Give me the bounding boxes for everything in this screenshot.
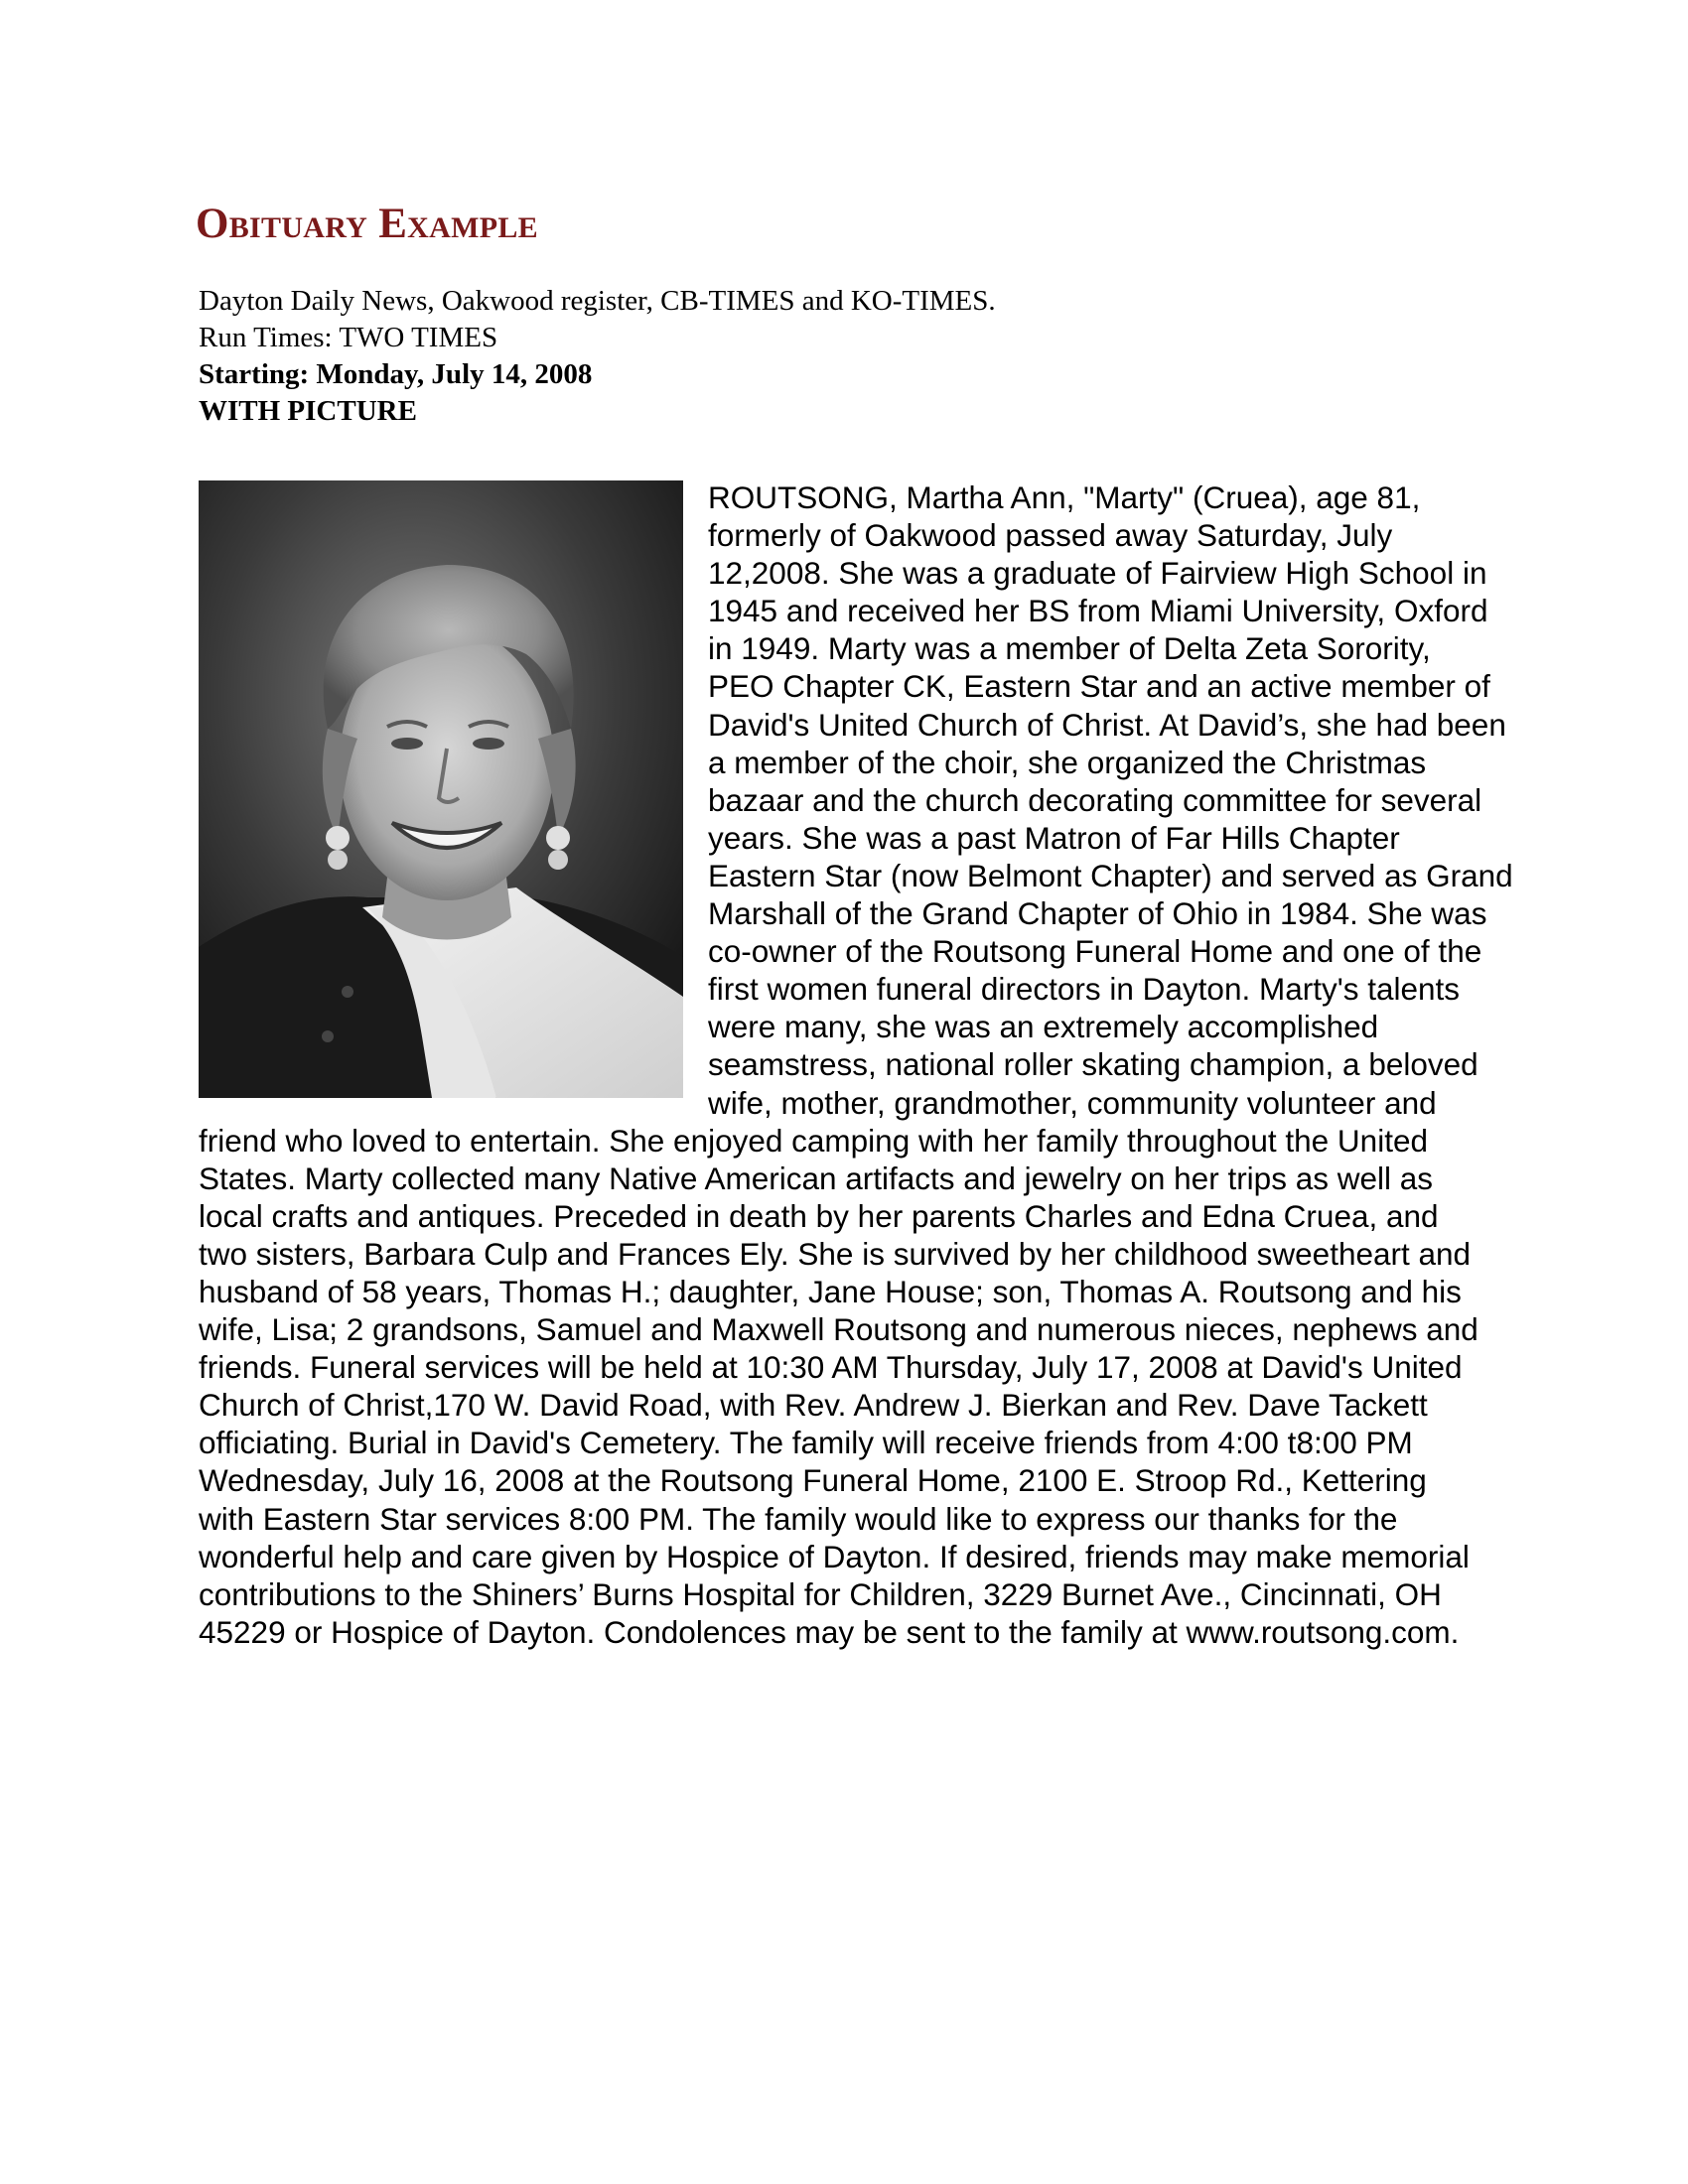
with-picture-line: WITH PICTURE [199,395,417,427]
obituary-line: PEO Chapter CK, Eastern Star and an active member of [708,668,1490,705]
obituary-line: friend who loved to entertain. She enjoyed camping with her family throughout the United [199,1122,1428,1159]
obituary-line: wife, Lisa; 2 grandsons, Samuel and Maxwell Routsong and numerous nieces, nephews and [199,1311,1478,1348]
starting-date-line: Starting: Monday, July 14, 2008 [199,358,593,390]
obituary-line: ROUTSONG, Martha Ann, "Marty" (Cruea), age 81, [708,479,1421,515]
obituary-line: first women funeral directors in Dayton. Marty's talents [708,971,1461,1008]
obituary-line: seamstress, national roller skating champion, a beloved [708,1046,1478,1083]
obituary-line: bazaar and the church decorating committee for several [708,781,1482,818]
publication-details [199,283,996,430]
obituary-line: 1945 and received her BS from Miami University, Oxford [708,593,1488,629]
page-title: Obituary Example [196,201,538,247]
obituary-line: wife, mother, grandmother, community volunteer and [708,1084,1437,1121]
obituary-line: officiating. Burial in David's Cemetery. The family will receive friends from 4:00 t8:00 PM [199,1425,1413,1461]
obituary-line: formerly of Oakwood passed away Saturday, July [708,517,1393,554]
obituary-line: co-owner of the Routsong Funeral Home and one of the [708,933,1482,970]
obituary-line: contributions to the Shiners’ Burns Hospital for Children, 3229 Burnet Ave., Cincinnati, OH [199,1575,1442,1612]
obituary-line: husband of 58 years, Thomas H.; daughter, Jane House; son, Thomas A. Routsong and his [199,1273,1462,1309]
obituary-line: friends. Funeral services will be held at 10:30 AM Thursday, July 17, 2008 at David's United [199,1349,1463,1386]
publications-line: Dayton Daily News, Oakwood register, CB-TIMES and KO-TIMES. [199,285,996,317]
run-times-line: Run Times: TWO TIMES [199,322,498,353]
obituary-line: 12,2008. She was a graduate of Fairview High School in [708,555,1487,592]
obituary-line: two sisters, Barbara Culp and Frances Ely. She is survived by her childhood sweetheart and [199,1235,1472,1272]
obituary-line: States. Marty collected many Native American artifacts and jewelry on her trips as well as [199,1160,1434,1196]
obituary-line: Church of Christ,170 W. David Road, with Rev. Andrew J. Bierkan and Rev. Dave Tackett [199,1387,1428,1424]
obituary-line: in 1949. Marty was a member of Delta Zeta Sorority, [708,630,1431,667]
obituary-line: were many, she was an extremely accomplished [708,1009,1379,1045]
obituary-line: with Eastern Star services 8:00 PM. The family would like to express our thanks for the [199,1500,1398,1537]
obituary-line: a member of the choir, she organized the Christmas [708,744,1427,780]
obituary-line: 45229 or Hospice of Dayton. Condolences may be sent to the family at www.routsong.com. [199,1613,1460,1650]
obituary-text [199,478,1559,1651]
obituary-line: Wednesday, July 16, 2008 at the Routsong Funeral Home, 2100 E. Stroop Rd., Kettering [199,1462,1427,1499]
obituary-line: wonderful help and care given by Hospice of Dayton. If desired, friends may make memorial [199,1538,1470,1574]
obituary-line: years. She was a past Matron of Far Hills Chapter [708,819,1400,856]
obituary-line: Eastern Star (now Belmont Chapter) and served as Grand [708,857,1513,893]
obituary-line: local crafts and antiques. Preceded in death by her parents Charles and Edna Cruea, and [199,1197,1439,1234]
obituary-line: Marshall of the Grand Chapter of Ohio in 1984. She was [708,895,1487,932]
obituary-line: David's United Church of Christ. At David’s, she had been [708,706,1506,743]
